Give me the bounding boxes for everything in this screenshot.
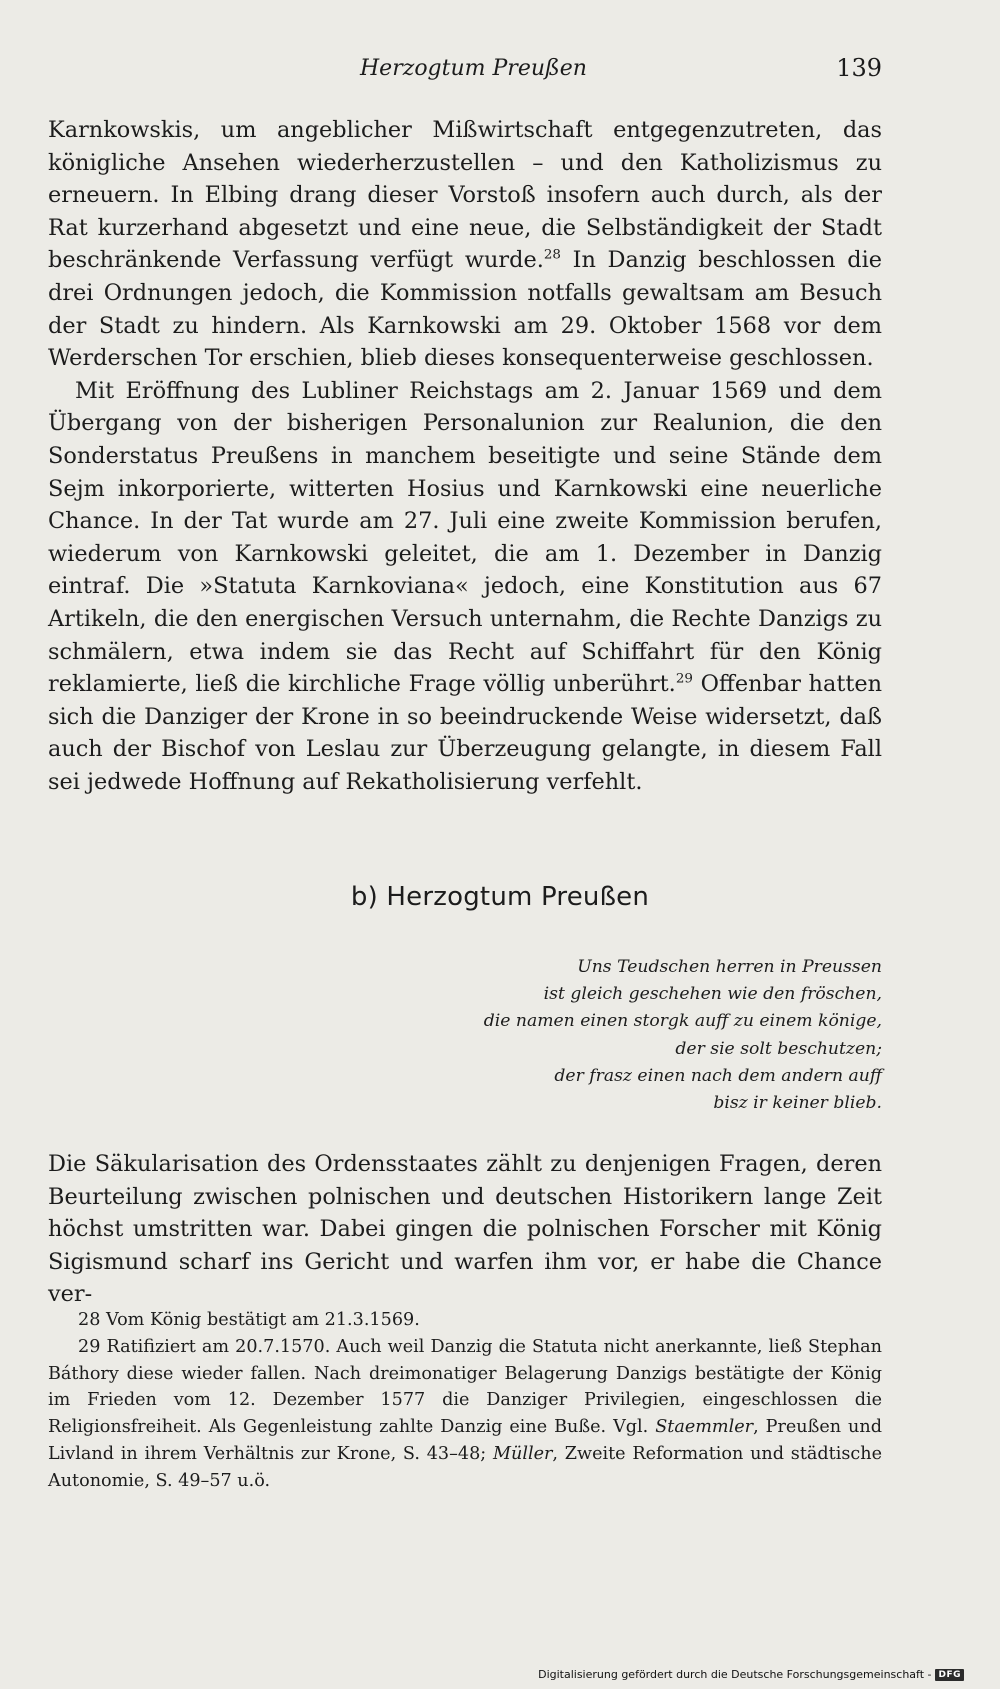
running-title: Herzogtum Preußen xyxy=(360,56,587,81)
author-name: Müller xyxy=(493,1443,553,1464)
text-run: In Danzig beschlossen die drei Ordnungen jedoch, die Kommission notfalls gewaltsam am Besuch der Stadt zu hindern. Als Karnkowski am 29. Oktober 1568 vor dem Werderschen Tor erschien, blieb dieses konsequenterweise geschlossen. xyxy=(48,247,882,372)
epigraph-line: die namen einen storgk auff zu einem könige, xyxy=(483,1011,882,1032)
epigraph-line: der frasz einen nach dem andern auff xyxy=(554,1065,882,1086)
section-paragraph: Die Säkularisation des Ordensstaates zählt zu denjenigen Fragen, deren Beurteilung zwischen polnischen und deutschen Historikern lange Zeit höchst umstritten war. Dabei gingen die polnischen Forscher mit König Sigismund scharf ins Gericht und warfen ihm vor, er habe die Chance ver- xyxy=(48,1151,882,1308)
dfg-logo: DFG xyxy=(935,1669,964,1681)
paragraph xyxy=(48,114,882,375)
digitization-credit xyxy=(538,1668,964,1681)
section-heading: b) Herzogtum Preußen xyxy=(350,882,650,912)
text-run: 29 Ratifiziert am 20.7.1570. Auch weil Danzig die Statuta nicht anerkannte, ließ Stephan Báthory diese wieder fallen. Nach dreimonatiger Belagerung Danzigs bestätigte der König im Frieden vom 12. Dezember 1577 die Danziger Privilegien, eingeschlossen die Religionsfreiheit. Als Gegenleistung zahlte Danzig eine Buße. Vgl. xyxy=(48,1336,882,1438)
text-run: Karnkowskis, um angeblicher Mißwirtschaft entgegenzutreten, das königliche Ansehen wiederherzustellen – und den Katholizismus zu erneuern. In Elbing drang dieser Vorstoß insofern auch durch, als der Rat kurzerhand abgesetzt und eine neue, die Selbständigkeit der Stadt beschränkende Verfassung verfügt wurde. xyxy=(48,117,882,274)
footnote-marker: 29 xyxy=(675,671,693,687)
credit-text: Digitalisierung gefördert durch die Deutsche Forschungsgemeinschaft - xyxy=(538,1668,932,1681)
footnote xyxy=(48,1307,882,1334)
epigraph xyxy=(282,954,882,1117)
epigraph-line: Uns Teudschen herren in Preussen xyxy=(577,957,882,977)
text-run: Mit Eröffnung des Lubliner Reichstags am 2. Januar 1569 und dem Übergang von der bisherigen Personalunion zur Realunion, die den Sonderstatus Preußens in manchem beseitigte und seine Stände dem Sejm inkorporierte, witterten Hosius und Karnkowski eine neuerliche Chance. In der Tat wurde am 27. Juli eine zweite Kommission berufen, wiederum von Karnkowski geleitet, die am 1. Dezember in Danzig eintraf. Die »Statuta Karnkoviana« jedoch, eine Konstitution aus 67 Artikeln, die den energischen Versuch unternahm, die Rechte Danzigs zu schmälern, etwa indem sie das Recht auf Schiffahrt für den König reklamierte, ließ die kirchliche Frage völlig unberührt. xyxy=(48,377,882,698)
text-run: 28 Vom König bestätigt am 21.3.1569. xyxy=(78,1310,420,1330)
running-head xyxy=(48,54,882,90)
text-run: , Zweite Reformation und städtische Autonomie, S. 49–57 u.ö. xyxy=(48,1443,882,1491)
footnotes xyxy=(48,1307,882,1495)
footnote-marker: 28 xyxy=(543,247,561,263)
epigraph-line: der sie solt beschutzen; xyxy=(675,1038,882,1059)
footnote xyxy=(48,1334,882,1495)
main-text xyxy=(48,114,882,798)
epigraph-line: ist gleich geschehen wie den fröschen, xyxy=(543,984,882,1005)
author-name: Staemmler xyxy=(655,1417,754,1438)
section-text xyxy=(48,1148,882,1311)
paragraph xyxy=(48,375,882,799)
epigraph-line: bisz ir keiner blieb. xyxy=(713,1093,882,1114)
page-number: 139 xyxy=(836,54,882,82)
text-run: , Preußen und Livland in ihrem Verhältnis zur Krone, S. 43–48; xyxy=(48,1417,882,1464)
text-run: Offenbar hatten sich die Danziger der Krone in so beeindruckende Weise widersetzt, daß auch der Bischof von Leslau zur Überzeugung gelangte, in diesem Fall sei jedwede Hoffnung auf Rekatholisierung verfehlt. xyxy=(48,671,882,795)
